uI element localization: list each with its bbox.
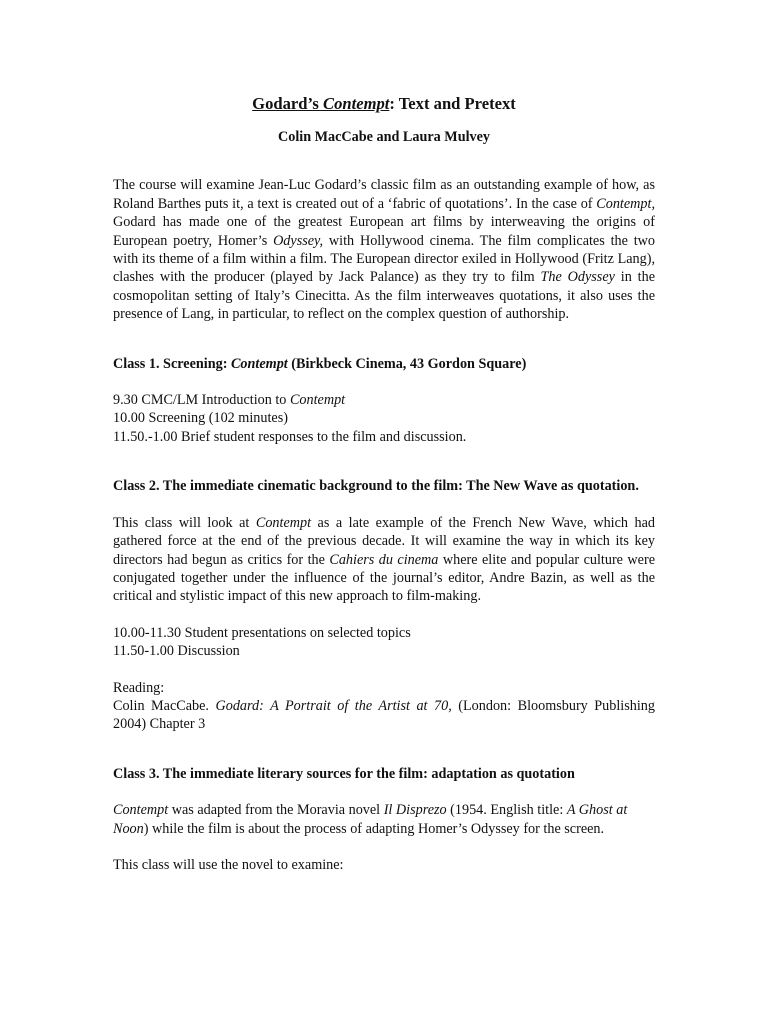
class1-line1-italic: Contempt	[289, 392, 346, 409]
class3-body-text-2: (1954. English title:	[446, 802, 567, 819]
class2-reading-label: Reading:	[113, 679, 165, 696]
class3-body-2: This class will use the novel to examine:	[113, 856, 344, 873]
title-suffix: : Text and Pretext	[389, 94, 516, 113]
class2-body-text-1: This class will look at	[113, 514, 256, 531]
class3-body-italic-2: Il Disprezo	[383, 802, 447, 819]
class1-heading-italic: Contempt	[230, 355, 288, 372]
class3-body-italic-3: A Ghost at Noon	[113, 802, 628, 837]
intro-italic-3: The Odyssey	[540, 269, 615, 286]
class2-body	[113, 514, 655, 606]
class1-schedule	[113, 391, 655, 446]
intro-text-4: in the cosmopolitan setting of Italy’s Cinecitta. As the film interweaves quotations, it also uses the presence of Lang, in particular, to reflect on the complex question of authorship.	[113, 269, 655, 323]
intro-italic-2: Odyssey,	[273, 232, 324, 249]
class3-body-text-3: ) while the film is about the process of adapting Homer’s Odyssey for the screen.	[143, 820, 605, 837]
intro-text-1: The course will examine Jean-Luc Godard’s classic film as an outstanding example of how, as Roland Barthes puts it, a text is created out of a ‘fabric of quotations’. In the case of	[113, 177, 655, 212]
class2-schedule-line-1: 10.00-11.30 Student presentations on selected topics	[113, 624, 411, 641]
class1-heading	[113, 355, 655, 373]
intro-paragraph	[113, 176, 655, 323]
intro-text-3: with Hollywood cinema. The film complicates the two with its theme of a film within a film. The European director exiled in Hollywood (Fritz Lang), clashes with the producer (played by Jack Palance) as they try to film	[113, 232, 655, 286]
class2-schedule-line-2: 11.50-1.00 Discussion	[113, 643, 240, 660]
class2-reading-italic-1: Godard: A Portrait of the Artist at 70,	[215, 697, 452, 714]
class2-reading-text-1: Colin MacCabe.	[113, 697, 216, 714]
class1-heading-pre: Class 1. Screening:	[113, 355, 231, 372]
class2-body-italic-1: Contempt	[255, 514, 312, 531]
document-title	[113, 94, 655, 114]
document-authors: Colin MacCabe and Laura Mulvey	[277, 129, 491, 145]
title-italic: Contempt	[323, 94, 390, 113]
class1-schedule-line-2: 10.00 Screening (102 minutes)	[113, 410, 288, 427]
class2-reading-text-2: (London: Bloomsbury Publishing 2004) Chapter 3	[113, 697, 655, 733]
class2-body-italic-2: Cahiers du cinema	[329, 551, 439, 568]
class2-reading	[113, 679, 655, 734]
intro-text-2: Godard has made one of the greatest European art films by interweaving the origins of European poetry, Homer’s	[113, 214, 655, 249]
class1-schedule-line-1	[113, 391, 655, 409]
class1-line1-pre: 9.30 CMC/LM Introduction to	[113, 392, 290, 409]
class3-body	[113, 801, 655, 838]
title-prefix: Godard’s	[252, 94, 323, 113]
intro-italic-1: Contempt,	[596, 195, 655, 212]
class3-heading: Class 3. The immediate literary sources for the film: adaptation as quotation	[113, 765, 575, 782]
document-title-underlined	[252, 94, 389, 113]
document-content	[113, 94, 655, 874]
class2-body-text-3: where elite and popular culture were conjugated together under the influence of the journal’s editor, Andre Bazin, as well as the critical and stylistic impact of this new approach to film-making.	[113, 551, 656, 605]
class3-body-text-1: was adapted from the Moravia novel	[168, 802, 384, 819]
class2-heading: Class 2. The immediate cinematic background to the film: The New Wave as quotation.	[113, 478, 639, 495]
class2-body-text-2: as a late example of the French New Wave, which had gathered force at the end of the previous decade. It will examine the way in which its key directors had begun as critics for the	[113, 514, 655, 568]
class3-body-italic-1: Contempt	[113, 802, 169, 819]
class2-reading-citation	[113, 697, 655, 734]
class1-heading-post: (Birkbeck Cinema, 43 Gordon Square)	[287, 355, 527, 372]
class2-schedule	[113, 624, 655, 661]
class1-schedule-line-3: 11.50.-1.00 Brief student responses to the film and discussion.	[113, 428, 467, 445]
